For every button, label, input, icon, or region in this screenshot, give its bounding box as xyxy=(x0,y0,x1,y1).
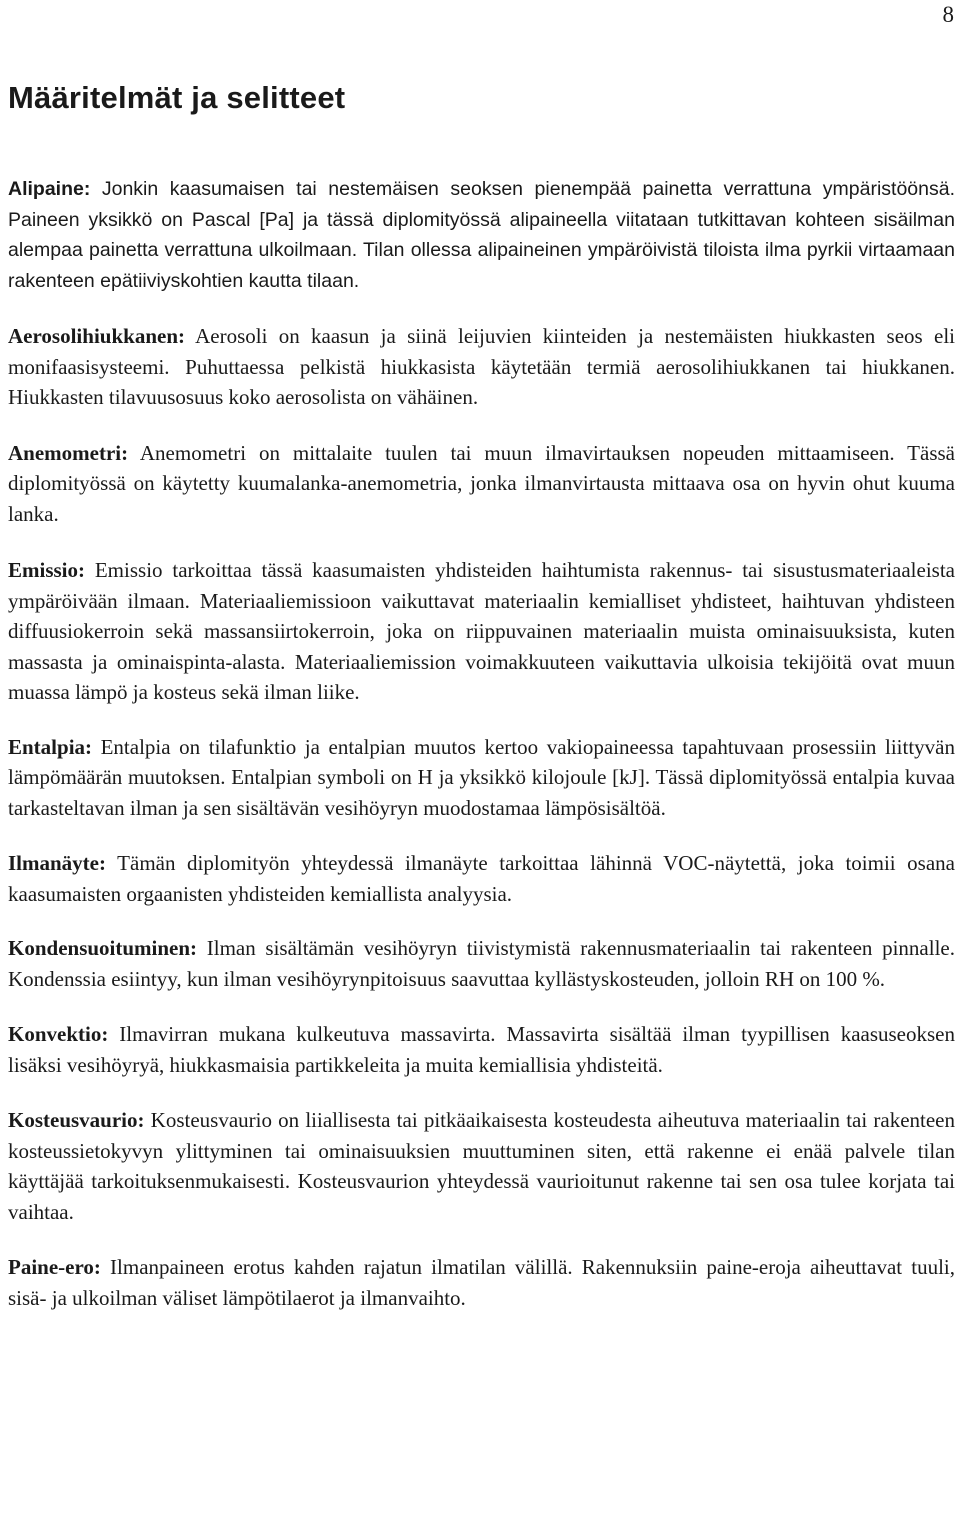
definition-text: Ilmanpaineen erotus kahden rajatun ilmatilan välillä. Rakennuksiin paine-eroja aiheuttavat tuuli, sisä- ja ulkoilman väliset lämpötilaerot ja ilmanvaihto. xyxy=(8,1255,955,1310)
definition-text: Entalpia on tilafunktio ja entalpian muutos kertoo vakiopaineessa tapahtuvaan prosessiin liittyvän lämpömäärän muutoksen. Entalpian symboli on H ja yksikkö kilojoule [kJ]. Tässä diplomityössä entalpia kuvaa tarkasteltavan ilman ja sen sisältävän vesihöyryn muodostamaa lämpösisältöä. xyxy=(8,734,955,820)
definition-anemometri xyxy=(8,438,955,530)
definition-text: Emissio tarkoittaa tässä kaasumaisten yhdisteiden haihtumista rakennus- tai sisustusmateriaaleista ympäröivään ilmaan. Materiaaliemissioon vaikuttavat materiaalin kemialliset yhdisteet, haihtuvan yhdisteen diffuusiokerroin sekä massansiirtokerroin, joka on riippuvainen materiaalin muista ominaisuuksista, kuten massasta ja ominaispinta-alasta. Materiaaliemission voimakkuuteen vaikuttavia ulkoisia tekijöitä ovat muun muassa lämpö ja kosteus sekä ilman liike. xyxy=(8,558,955,704)
page-title: Määritelmät ja selitteet xyxy=(8,80,346,115)
definition-term: Konvektio: xyxy=(8,1022,109,1046)
definition-konvektio xyxy=(8,1019,955,1080)
definition-kosteusvaurio xyxy=(8,1105,955,1227)
definition-entalpia xyxy=(8,732,955,824)
definition-term: Kosteusvaurio: xyxy=(8,1108,145,1132)
definition-aerosolihiukkanen xyxy=(8,321,955,413)
definition-kondensuoituminen xyxy=(8,933,955,994)
definition-term: Aerosolihiukkanen: xyxy=(8,324,185,348)
definition-term: Emissio: xyxy=(8,558,86,582)
definition-ilmanayte xyxy=(8,848,955,909)
definition-term: Paine-ero: xyxy=(8,1255,101,1279)
definition-term: Kondensuoituminen: xyxy=(8,936,198,960)
definition-term: Anemometri: xyxy=(8,440,129,465)
definition-text: Jonkin kaasumaisen tai nestemäisen seoksen pienempää painetta verrattuna ympäristöönsä. Paineen yksikkö on Pascal [Pa] ja tässä diplomityössä alipaineella viitataan tutkittavan kohteen sisäilman alempaa painetta verrattuna ulkoilmaan. Tilan ollessa alipaineinen ympäröivistä tiloista ilma pyrkii virtaamaan rakenteen epätiiviyskohtien kautta tilaan. xyxy=(8,178,955,292)
definitions-list xyxy=(8,174,955,1313)
definition-text: Ilman sisältämän vesihöyryn tiivistymistä rakennusmateriaalin tai rakenteen pinnalle. Kondenssia esiintyy, kun ilman vesihöyrynpitoisuus saavuttaa kyllästyskosteuden, jolloin RH on 100 %. xyxy=(8,936,955,991)
page-number: 8 xyxy=(942,2,954,27)
definition-alipaine xyxy=(8,174,955,296)
definition-text: Ilmavirran mukana kulkeutuva massavirta. Massavirta sisältää ilman tyypillisen kaasuseoksen lisäksi vesihöyryä, hiukkasmaisia partikkeleita ja muita kemiallisia yhdisteitä. xyxy=(8,1022,955,1077)
definition-emissio xyxy=(8,555,955,708)
definition-text: Kosteusvaurio on liiallisesta tai pitkäaikaisesta kosteudesta aiheutuva materiaalin tai rakenteen kosteussietokyvyn ylittyminen tai ominaisuuksien muuttuminen siten, että rakenne ei enää palvele tilan käyttäjää tarkoituksenmukaisesti. Kosteusvaurion yhteydessä vaurioitunut rakenne tai sen osa tulee korjata tai vaihtaa. xyxy=(8,1108,955,1224)
definition-text: Anemometri on mittalaite tuulen tai muun ilmavirtauksen nopeuden mittaamiseen. Tässä diplomityössä on käytetty kuumalanka-anemometria, jonka ilmanvirtausta mittaava osa on hyvin ohut kuuma lanka. xyxy=(8,440,955,526)
definition-text: Tämän diplomityön yhteydessä ilmanäyte tarkoittaa lähinnä VOC-näytettä, joka toimii osana kaasumaisten orgaanisten yhdisteiden kemiallista analyysia. xyxy=(8,851,955,906)
definition-term: Alipaine: xyxy=(8,178,91,200)
definition-text: Aerosoli on kaasun ja siinä leijuvien kiinteiden ja nestemäisten hiukkasten seos eli monifaasisysteemi. Puhuttaessa pelkistä hiukkasista käytetään termiä aerosolihiukkanen tai hiukkanen. Hiukkasten tilavuusosuus koko aerosolista on vähäinen. xyxy=(8,324,955,409)
definition-term: Ilmanäyte: xyxy=(8,851,106,875)
definition-term: Entalpia: xyxy=(8,734,93,759)
definition-paine-ero xyxy=(8,1252,955,1313)
